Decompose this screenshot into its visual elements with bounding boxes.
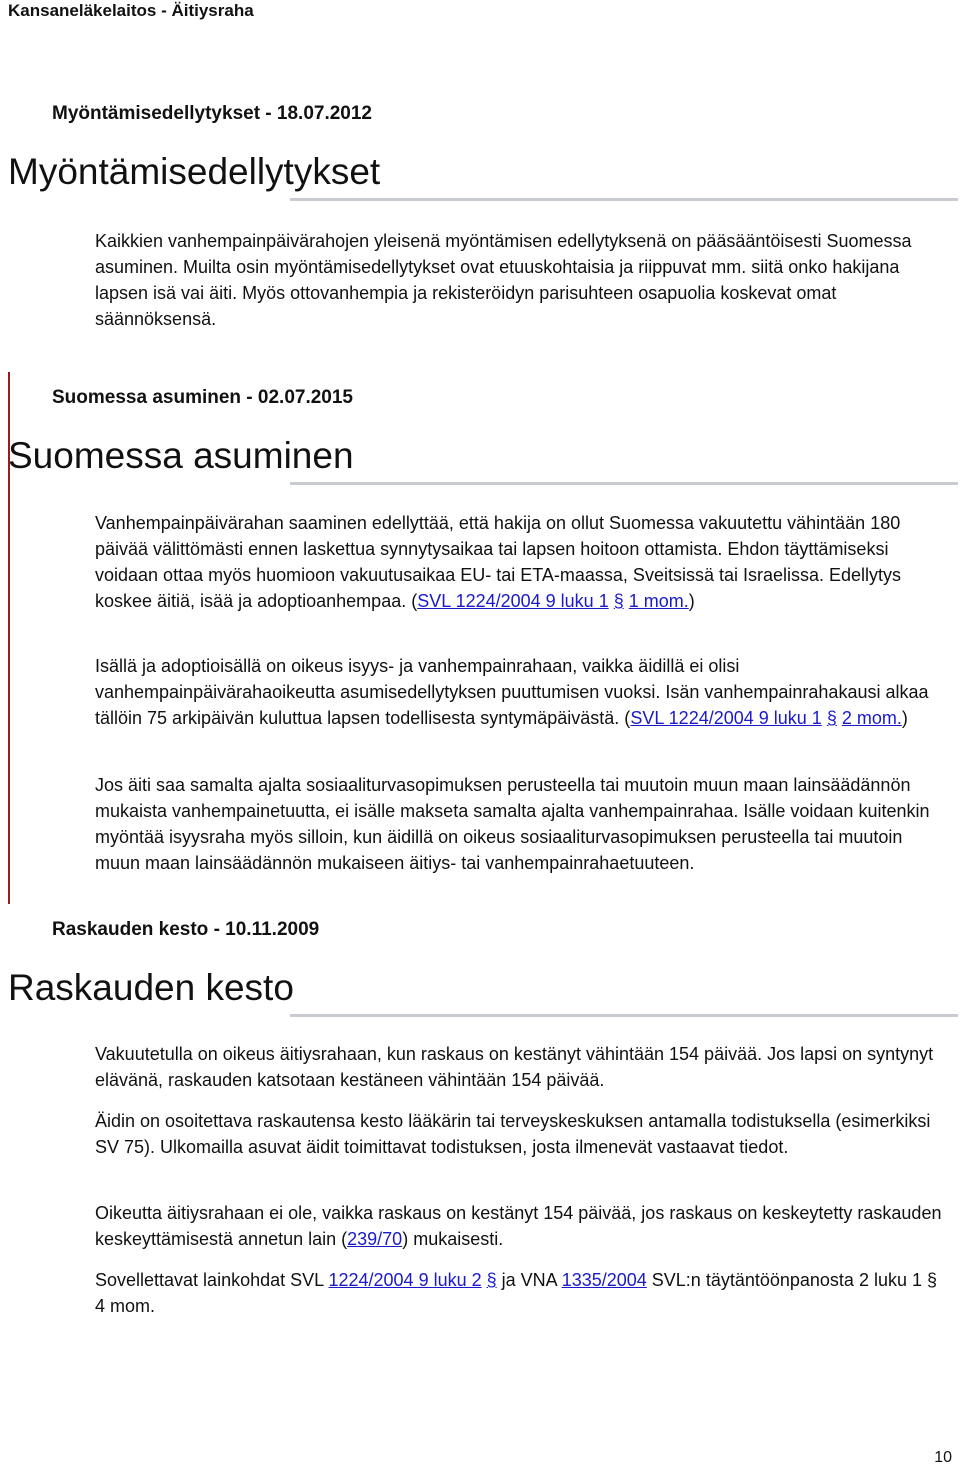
paragraph-text: Vanhempainpäivärahan saaminen edellyttää, että hakija on ollut Suomessa vakuutettu vähintään 180 päivää välittömästi ennen laskettua synnytysaikaa tai lapsen hoitoon ottamista. Ehdon täyttämiseksi voidaan ottaa myös huomioon vakuutusaikaa EU- tai ETA-maassa, Sveitsissä tai Israelissa. Edellytys koskee äitiä, isää ja adoptioanhempaa. ( [95, 513, 902, 611]
section-paragraph: Vakuutetulla on oikeus äitiysrahaan, kun raskaus on kestänyt vähintään 154 päivää. Jos lapsi on syntynyt elävänä, raskauden katsotaan kestäneen vähintään 154 päivää. [95, 1044, 934, 1090]
law-reference-link[interactable]: 239/70 [347, 1229, 403, 1249]
section-paragraph [95, 1200, 950, 1252]
section-date-heading: Myöntämisedellytykset - 18.07.2012 [52, 103, 373, 124]
law-reference-link[interactable]: SVL 1224/2004 9 luku 1 [417, 591, 609, 611]
paragraph-text: Isällä ja adoptioisällä on oikeus isyys- ja vanhempainrahaan, vaikka äidillä ei olisi vanhempainpäivärahaoikeutta asumisedellytyksen puuttumisen vuoksi. Isän vanhempainrahakausi alkaa tällöin 75 arkipäivän kuluttua lapsen todellisesta syntymäpäivästä. ( [95, 656, 929, 728]
paragraph-text: SVL:n täytäntöönpanosta 2 luku 1 § 4 mom. [95, 1270, 937, 1316]
paragraph-text: ) [901, 708, 908, 728]
paragraph-text: ) mukaisesti. [402, 1229, 504, 1249]
law-reference-link[interactable]: 1224/2004 9 luku 2 [328, 1270, 482, 1290]
section-paragraph: Jos äiti saa samalta ajalta sosiaaliturvasopimuksen perusteella tai muutoin muun maan lainsäädännön mukaista vanhempainetuutta, ei isälle makseta samalta ajalta vanhempainrahaa. Isälle voidaan kuitenkin myöntää isyysraha myös silloin, kun äidillä on oikeus sosiaaliturvasopimuksen perusteella tai muutoin muun maan lainsäädännön mukaiseen äitiys- tai vanhempainrahaetuuteen. [95, 775, 930, 873]
paragraph-text: ) [688, 591, 695, 611]
section-paragraph [95, 1267, 950, 1319]
section-date-heading: Raskauden kesto - 10.11.2009 [52, 919, 320, 940]
section-title: Raskauden kesto [8, 967, 294, 1008]
section-paragraph [95, 510, 950, 614]
section-paragraph: Kaikkien vanhempainpäivärahojen yleisenä myöntämisen edellytyksenä on pääsääntöisesti Suomessa asuminen. Muilta osin myöntämisedellytykset ovat etuuskohtaisia ja riippuvat mm. siitä onko hakijana lapsen isä vai äiti. Myös ottovanhempia ja rekisteröidyn parisuhteen osapuolia koskevat omat säännöksensä. [95, 231, 912, 329]
law-reference-link[interactable]: SVL 1224/2004 9 luku 1 [630, 708, 822, 728]
law-reference-link[interactable]: 1 mom. [628, 591, 689, 611]
document-header-title: Kansaneläkelaitos - Äitiysraha [8, 1, 254, 20]
section-paragraph [95, 653, 950, 731]
law-reference-link[interactable]: 2 mom. [841, 708, 902, 728]
section-symbol-link[interactable]: § [613, 591, 624, 611]
page-number: 10 [934, 1449, 952, 1466]
heading-rule [290, 198, 958, 201]
paragraph-text: Oikeutta äitiysrahaan ei ole, vaikka raskaus on kestänyt 154 päivää, jos raskaus on keskeytetty raskauden keskeyttämisestä annetun lain ( [95, 1203, 942, 1249]
heading-rule [290, 482, 958, 485]
paragraph-text: ja VNA [496, 1270, 562, 1290]
section-paragraph: Äidin on osoitettava raskautensa kesto lääkärin tai terveyskeskuksen antamalla todistuksella (esimerkiksi SV 75). Ulkomailla asuvat äidit toimittavat todistuksen, josta ilmenevät vastaavat tiedot. [95, 1111, 931, 1157]
law-reference-link[interactable]: 1335/2004 [561, 1270, 647, 1290]
paragraph-text: Sovellettavat lainkohdat SVL [95, 1270, 329, 1290]
section-symbol-link[interactable]: § [486, 1270, 497, 1290]
section-symbol-link[interactable]: § [826, 708, 837, 728]
heading-rule [290, 1014, 958, 1017]
section-date-heading: Suomessa asuminen - 02.07.2015 [52, 387, 353, 408]
section-title: Myöntämisedellytykset [8, 151, 381, 192]
section-title: Suomessa asuminen [8, 435, 354, 476]
